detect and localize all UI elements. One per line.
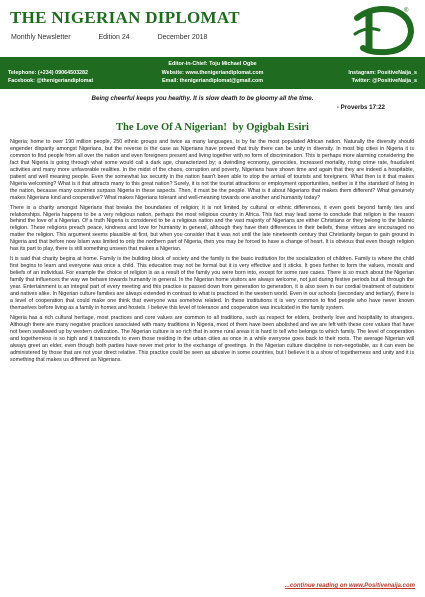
quote-text: Being cheerful keeps you healthy. It is slow death to be gloomy all the time. <box>91 95 314 102</box>
newsletter-title: THE NIGERIAN DIPLOMAT <box>10 8 240 27</box>
article-title <box>0 122 425 133</box>
issue-info <box>11 34 233 41</box>
article-body <box>10 139 414 367</box>
facebook-handle[interactable]: Facebook: @thenigeriandiplomat <box>8 78 94 84</box>
twitter-handle[interactable]: Twitter: @PositiveNaija_s <box>351 78 417 84</box>
edition-number: Edition 24 <box>98 34 130 41</box>
masthead <box>0 0 425 90</box>
article-paragraph: It is said that charity begins at home. Family is the building block of society and the family is the basic institution for the socialization of children. Family is where the child first begins to learn and everyone was once a child. This education may not be formal but it is very effective and it sticks. It goes further to form the values, morals and beliefs of an individual. For example the choice of religion is as a result of the family you were born into, except for some rare cases. There is so much about the Nigerian family that influences the way we behave towards humanity in general. In the Nigerian home visitors are always welcome, not just during festive periods but all through the year. Entertainment is an integral part of every meeting and this practice is passed down from generation to generation, it is also seen in our cordial treatment of outsiders and natives alike. In Nigerian culture families are always extended in contrast to what is practiced in the western world. Even in our schools (secondary and tertiary), there is a level of cooperation that could make one think that everyone was somehow related. In these institutions it is very common to find people who have never known themselves before living as a family in homes and hostels. I believe this level of tolerance and cooperation was inculcated in the family system. <box>10 256 414 311</box>
article-paragraph: There is a charity amongst Nigerians that breaks the boundaries of religion; it is not limited by cultural or ethnic differences, it even goes beyond family ties and relationships. Nigeria happens to be a very religious nation, perhaps the most religious country in Africa. This fact may lead some to conclude that religion is the reason behind the love of a Nigerian. Of a truth Nigeria is considered to be a religious nation and the vast majority of Nigerians are either Christians or they belong to the Islamic religion. These religions preach peace, kindness and love for humanity in general, although they have their differences in their beliefs, these virtues are encouraged no matter the religion. This argument seems plausible at first, but when you consider that it was not until the late nineteenth century that Christianity began to gain ground in Nigeria and that before now Islam was limited to only the northern part of Nigeria, then you may be forced to have a change of heart. It is obvious that even though religion has its part to play, there is still something unseen that makes a Nigerian. <box>10 204 414 253</box>
registered-mark: ® <box>404 8 409 14</box>
instagram-handle[interactable]: Instagram: PositiveNaija_s <box>348 70 417 76</box>
quote-reference: - Proverbs 17:22 <box>336 104 385 111</box>
continue-reading-link[interactable]: ...continue reading on www.Positivenaija.com <box>284 583 415 589</box>
contact-band <box>0 57 425 89</box>
article-author: by Ogigbah Esiri <box>232 122 309 133</box>
email-address[interactable]: Email: thenigeriandiplomat@gmail.com <box>161 78 264 84</box>
website-link[interactable]: Website: www.thenigeriandiplomat.com <box>161 70 264 76</box>
article-heading: The Love Of A Nigerian! <box>116 122 227 133</box>
issue-date: December 2018 <box>157 34 208 41</box>
editor-in-chief: Editor-in-Chief: Toju Michael Ogbe <box>168 61 257 67</box>
article-paragraph: Nigeria has a rich cultural heritage, most practices and core values are common to all traditions, such as respect for elders, brotherly love and hospitality to strangers. Although there are many negative practices associated with many traditions in Nigeria, most of them have been abolished and we are left with these core values that have not been swallowed up by western civilization. The Nigerian culture is so rich that in some rural areas it is hard to tell who belongs to which family. The level of cooperation and togetherness is so high and it transcends to even those residing in the urban cities as once in a while everyone goes back to their roots. The average Nigerian will always greet an elder, even though both parties have never met prior to the exchange of greetings. In the Nigerian culture discipline is non-negotiable, as it can even be administered by those that are not your direct relative. This practice could be seen as abusive in some countries, but I believe it is a show of togetherness and unity and it is something that makes us different as Nigerians. <box>10 314 414 363</box>
article-paragraph: Nigeria; home to over 190 million people, 250 ethnic groups and twice as many languages, is by far the most populated African nation. Naturally the diversity should engender disparity amongst Nigerians, but the reverse is the case as Nigerians have proved that truly there can be unity in diversity. In most big cities in Nigeria it is common to find people from all over the nation and even foreigners present and living together with no form of discrimination. This is perhaps more alarming considering the fact that Nigeria is going through what some would call a dark age, characterized by; a dwindling economy, genocides, increased mortality, rising crime rate, fraudulent activities and many more unfavorable realities. In the midst of the chaos, corruption and poverty, Nigerians have shown time and again that they are indeed a hospitable, patient and well meaning people. Even the somewhat lax security in the nation hasn't been able to stop the arrival of tourists and foreigners. What then is it that makes Nigeria welcoming? What is it that attracts many to this great nation? Surely, it is not the tourist attractions or employment opportunities, neither is it the standard of living in the nation, because many countries surpass Nigeria in these aspects. Then, it must be the people. What is it about Nigerians that makes them different? What genuinely makes Nigerians kind and cooperative? What makes Nigerians tolerant and well-meaning towards one another and humanity today? <box>10 139 414 201</box>
telephone: Telephone: (+234) 09064503282 <box>8 70 89 76</box>
newsletter-label: Monthly Newsletter <box>11 34 71 41</box>
